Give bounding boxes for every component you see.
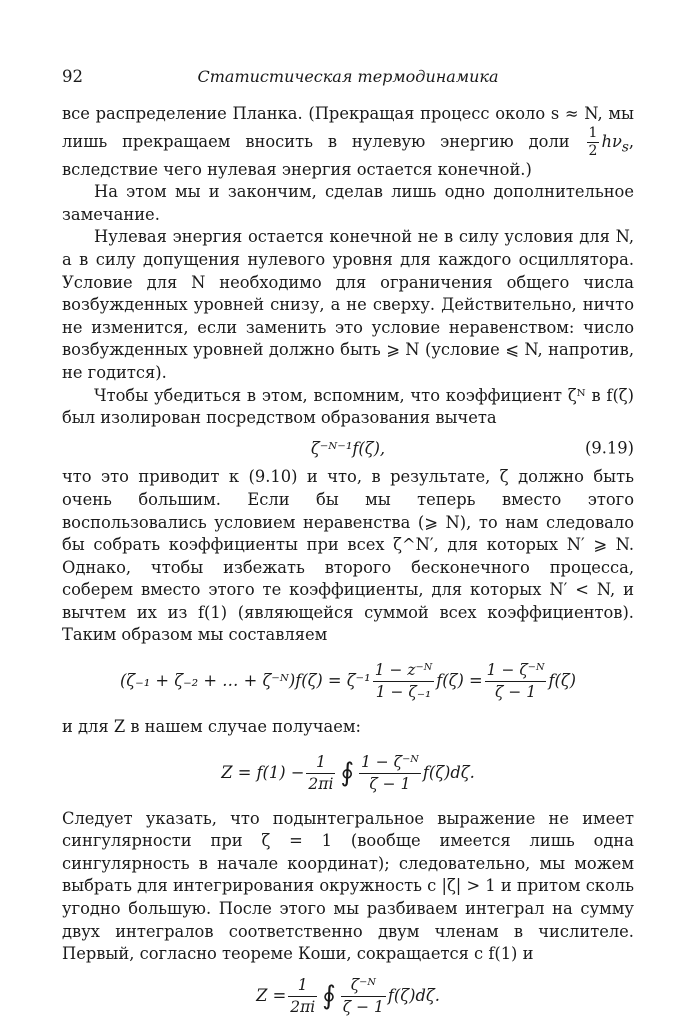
equation-z-final-coefficient <box>288 976 317 1017</box>
paragraph-3: Нулевая энергия остается конечной не в силу условия для N, а в силу допущения нулевого уровня для каждого осциллятора. Условие для N необходимо для ограничения общего числа возбужденных уровней снизу, а не сверху. Действительно, ничто не изменится, если заменить это условие неравенством: число возбужденных уровней должно быть ⩾ N (условие ⩽ N, напротив, не годится). <box>62 227 634 382</box>
equation-z-end: f(ζ)dζ. <box>422 762 475 782</box>
fraction-numerator: 1 <box>288 976 317 997</box>
equation-sum-end: f(ζ) <box>548 671 577 691</box>
fraction-denominator: 2πi <box>308 774 334 793</box>
fraction-denominator: 1 − ζ₋₁ <box>375 683 432 702</box>
paragraph-7: Следует указать, что подынтегральное выражение не имеет сингулярности при ζ = 1 (вообще имеется лишь одна сингулярность в начале координат); следовательно, мы можем выбрать для интегрирования окружность с |ζ| > 1 и притом сколь угодно большую. После этого мы разбиваем интеграл на сумму двух интегралов соответственно двум членам в числителе. Первый, согласно теореме Коши, сокращается с f(1) и <box>62 808 634 964</box>
equation-z-final <box>62 976 634 1017</box>
half-fraction <box>587 126 600 159</box>
h-nu-symbol: hν <box>601 131 622 151</box>
equation-number: (9.19) <box>585 438 634 458</box>
equation-z-integrand <box>359 753 421 794</box>
equation-z-lhs: Z = f(1) − <box>221 762 305 782</box>
fraction-numerator: ζ⁻ᴺ <box>341 976 386 997</box>
paragraph-1-start: все распределение Планка. (Прекращая процесс около s ≈ N, мы лишь прекращаем вносить в нулевую энергию доли <box>62 104 634 151</box>
fraction-numerator: 1 − z⁻ᴺ <box>373 661 435 682</box>
half-fraction-denominator: 2 <box>588 142 598 159</box>
equation-sum-lhs: (ζ₋₁ + ζ₋₂ + … + ζ⁻ᴺ)f(ζ) = ζ⁻¹ <box>119 671 371 691</box>
book-page <box>62 66 634 1031</box>
paragraph-2: На этом мы и закончим, сделав лишь одно дополнительное замечание. <box>62 182 634 224</box>
equation-z-final-end: f(ζ)dζ. <box>387 985 440 1005</box>
half-fraction-numerator: 1 <box>588 124 598 141</box>
fraction-denominator: ζ − 1 <box>369 774 411 793</box>
contour-integral-icon: ∮ <box>322 981 336 1012</box>
page-header <box>62 66 634 90</box>
running-title: Статистическая термодинамика <box>197 67 499 86</box>
equation-9-19 <box>62 438 634 461</box>
paragraph-4: Чтобы убедиться в этом, вспомним, что коэффициент ζᴺ в f(ζ) был изолирован посредством образования вычета <box>62 385 634 428</box>
fraction-denominator: ζ − 1 <box>495 683 537 702</box>
equation-z-integral <box>62 753 634 794</box>
equation-sum-mid: f(ζ) = <box>436 671 483 691</box>
equation-z-coefficient <box>306 753 335 794</box>
fraction-numerator: 1 − ζ⁻ᴺ <box>485 661 547 682</box>
paragraph-6: и для Z в нашем случае получаем: <box>62 717 361 737</box>
equation-z-final-lhs: Z = <box>256 985 287 1005</box>
paragraph-1 <box>62 103 634 181</box>
equation-9-19-body: ζ⁻ᴺ⁻¹f(ζ), <box>310 438 386 458</box>
equation-sum <box>62 661 634 702</box>
fraction-numerator: 1 − ζ⁻ᴺ <box>359 753 421 774</box>
paragraph-5: что это приводит к (9.10) и что, в результате, ζ должно быть очень большим. Если бы мы теперь вместо этого воспользовались условием неравенства (⩾ N), то нам следовало бы собрать коэффициенты при всех ζ^N′, для которых N′ ⩾ N. Однако, чтобы избежать второго бесконечного процесса, соберем вместо этого те коэффициенты, для которых N′ < N, и вычтем их из f(1) (являющейся суммой всех коэффициентов). Таким образом мы составляем <box>62 467 634 645</box>
fraction-denominator: 2πi <box>290 997 316 1016</box>
page-number: 92 <box>62 67 83 86</box>
h-nu-subscript: s <box>621 138 629 155</box>
fraction-denominator: ζ − 1 <box>342 997 384 1016</box>
equation-sum-fraction-1 <box>373 661 435 702</box>
equation-sum-fraction-2 <box>485 661 547 702</box>
paragraph-1-end: , вследствие чего нулевая энергия остается конечной.) <box>62 131 634 179</box>
equation-z-final-integrand <box>341 976 386 1017</box>
fraction-numerator: 1 <box>306 753 335 774</box>
contour-integral-icon: ∮ <box>340 757 354 788</box>
